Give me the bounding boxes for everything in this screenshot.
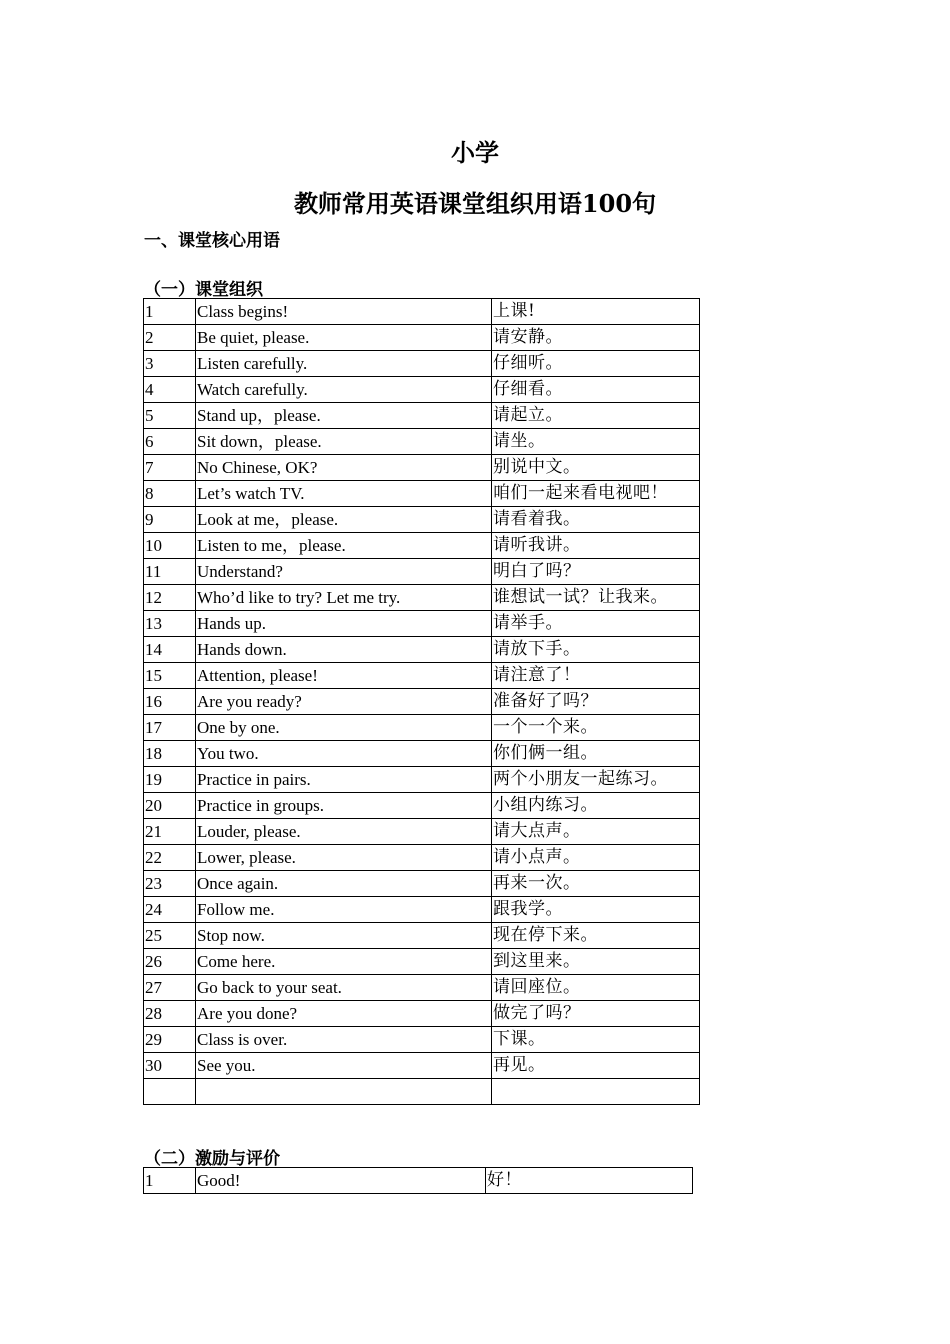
english-phrase: No Chinese, OK? [196,455,492,481]
chinese-translation: 请放下手。 [492,637,700,663]
english-phrase: Listen to me，please. [196,533,492,559]
table-row [144,975,700,1001]
english-phrase: Listen carefully. [196,351,492,377]
table-row [144,1001,700,1027]
english-phrase: Class begins! [196,299,492,325]
row-number: 10 [144,533,196,559]
table-row [144,455,700,481]
chinese-translation: 小组内练习。 [492,793,700,819]
chinese-translation: 仔细听。 [492,351,700,377]
row-number [144,1079,196,1105]
english-phrase: Practice in groups. [196,793,492,819]
table-row [144,403,700,429]
row-number: 1 [144,299,196,325]
chinese-translation: 再来一次。 [492,871,700,897]
english-phrase: Are you done? [196,1001,492,1027]
row-number: 6 [144,429,196,455]
chinese-translation: 跟我学。 [492,897,700,923]
chinese-translation: 到这里来。 [492,949,700,975]
english-phrase: Follow me. [196,897,492,923]
table-row [144,1027,700,1053]
table-row [144,819,700,845]
english-phrase: Look at me，please. [196,507,492,533]
english-phrase: Stop now. [196,923,492,949]
chinese-translation: 做完了吗？ [492,1001,700,1027]
chinese-translation: 再见。 [492,1053,700,1079]
english-phrase: Let’s watch TV. [196,481,492,507]
table-row [144,507,700,533]
chinese-translation: 请听我讲。 [492,533,700,559]
english-phrase: Good! [196,1168,486,1194]
row-number: 13 [144,611,196,637]
chinese-translation: 两个小朋友一起练习。 [492,767,700,793]
table-row [144,299,700,325]
english-phrase: You two. [196,741,492,767]
row-number: 3 [144,351,196,377]
row-number: 16 [144,689,196,715]
chinese-translation: 请起立。 [492,403,700,429]
row-number: 20 [144,793,196,819]
document-title: 小学 [451,138,499,167]
english-phrase: Practice in pairs. [196,767,492,793]
row-number: 11 [144,559,196,585]
phrase-table-organization [143,298,700,1105]
table-row [144,611,700,637]
chinese-translation: 请回座位。 [492,975,700,1001]
table-row [144,871,700,897]
english-phrase: Be quiet, please. [196,325,492,351]
chinese-translation [492,1079,700,1105]
english-phrase: Attention, please! [196,663,492,689]
english-phrase: Understand? [196,559,492,585]
row-number: 26 [144,949,196,975]
table-row [144,429,700,455]
row-number: 30 [144,1053,196,1079]
table-row [144,897,700,923]
table-row [144,377,700,403]
chinese-translation: 请注意了！ [492,663,700,689]
english-phrase: Louder, please. [196,819,492,845]
english-phrase: Hands down. [196,637,492,663]
table-row [144,351,700,377]
row-number: 5 [144,403,196,429]
row-number: 25 [144,923,196,949]
chinese-translation: 仔细看。 [492,377,700,403]
row-number: 4 [144,377,196,403]
table-row [144,637,700,663]
row-number: 8 [144,481,196,507]
section-heading-core-phrases: 一、课堂核心用语 [144,231,280,251]
english-phrase: Come here. [196,949,492,975]
chinese-translation: 一个一个来。 [492,715,700,741]
chinese-translation: 上课! [492,299,700,325]
chinese-translation: 请举手。 [492,611,700,637]
row-number: 14 [144,637,196,663]
table-row [144,481,700,507]
row-number: 9 [144,507,196,533]
english-phrase: Watch carefully. [196,377,492,403]
row-number: 7 [144,455,196,481]
subsection-heading-encouragement: （二）激励与评价 [144,1149,280,1169]
english-phrase: Lower, please. [196,845,492,871]
row-number: 23 [144,871,196,897]
chinese-translation: 谁想试一试？让我来。 [492,585,700,611]
chinese-translation: 你们俩一组。 [492,741,700,767]
english-phrase: Are you ready? [196,689,492,715]
table-row [144,663,700,689]
chinese-translation: 请大点声。 [492,819,700,845]
document-subtitle: 教师常用英语课堂组织用语100句 [293,189,657,218]
row-number: 19 [144,767,196,793]
row-number: 18 [144,741,196,767]
chinese-translation: 请看着我。 [492,507,700,533]
table-row [144,325,700,351]
chinese-translation: 请小点声。 [492,845,700,871]
english-phrase: One by one. [196,715,492,741]
english-phrase: Class is over. [196,1027,492,1053]
row-number: 17 [144,715,196,741]
table-row [144,1079,700,1105]
row-number: 21 [144,819,196,845]
table-row [144,793,700,819]
row-number: 24 [144,897,196,923]
chinese-translation: 请安静。 [492,325,700,351]
chinese-translation: 现在停下来。 [492,923,700,949]
english-phrase: Hands up. [196,611,492,637]
table-row [144,533,700,559]
chinese-translation: 请坐。 [492,429,700,455]
table-row [144,559,700,585]
table-row [144,715,700,741]
row-number: 22 [144,845,196,871]
english-phrase: Stand up，please. [196,403,492,429]
row-number: 1 [144,1168,196,1194]
table-row [144,767,700,793]
english-phrase: Sit down，please. [196,429,492,455]
table-row [144,1053,700,1079]
table-row [144,949,700,975]
english-phrase: Once again. [196,871,492,897]
chinese-translation: 准备好了吗？ [492,689,700,715]
chinese-translation: 明白了吗？ [492,559,700,585]
subsection-heading-classroom-organization: （一）课堂组织 [144,280,263,300]
row-number: 27 [144,975,196,1001]
row-number: 28 [144,1001,196,1027]
row-number: 15 [144,663,196,689]
table-row [144,741,700,767]
table-row [144,585,700,611]
english-phrase: Go back to your seat. [196,975,492,1001]
chinese-translation: 咱们一起来看电视吧！ [492,481,700,507]
english-phrase [196,1079,492,1105]
chinese-translation: 别说中文。 [492,455,700,481]
english-phrase: See you. [196,1053,492,1079]
table-row [144,1168,693,1194]
row-number: 12 [144,585,196,611]
chinese-translation: 好！ [486,1168,693,1194]
row-number: 2 [144,325,196,351]
chinese-translation: 下课。 [492,1027,700,1053]
table-row [144,845,700,871]
table-row [144,923,700,949]
row-number: 29 [144,1027,196,1053]
table-row [144,689,700,715]
english-phrase: Who’d like to try? Let me try. [196,585,492,611]
phrase-table-encouragement [143,1167,693,1194]
